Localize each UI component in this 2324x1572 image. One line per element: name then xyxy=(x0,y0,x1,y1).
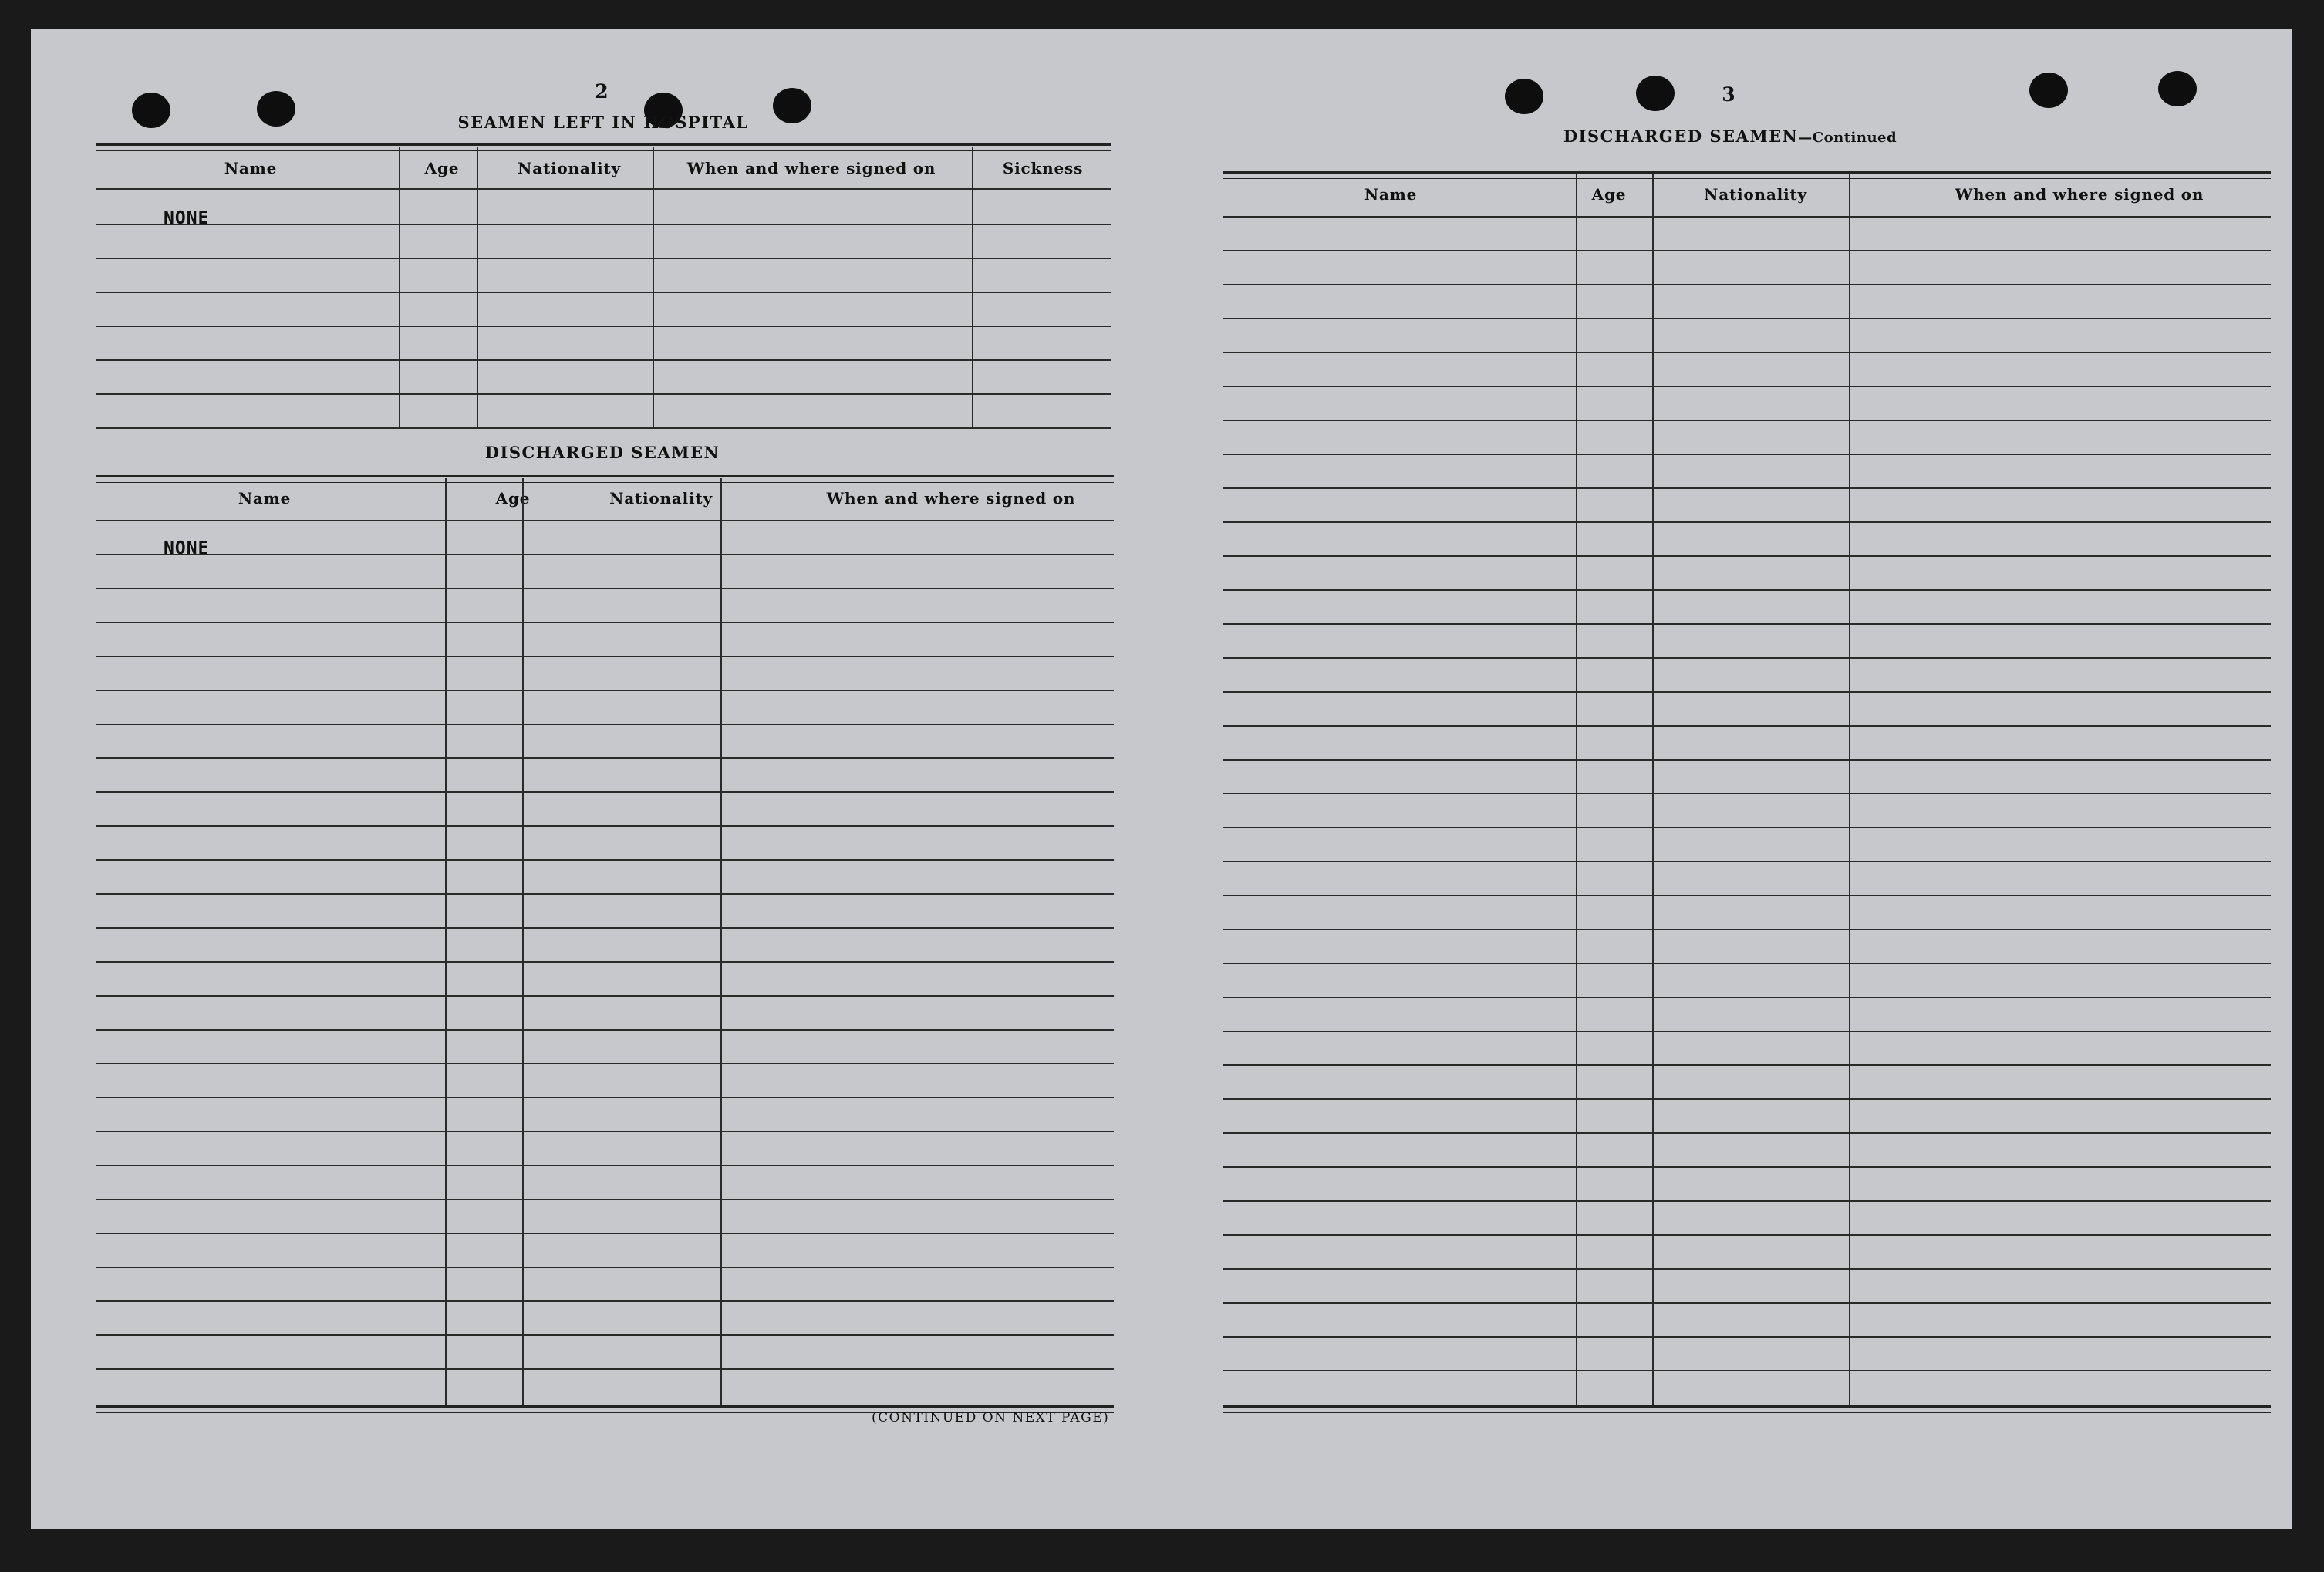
row-rule xyxy=(1223,1234,2271,1236)
row-rule xyxy=(96,359,1111,361)
row-rule xyxy=(1223,216,2271,218)
column-header-age: Age xyxy=(1591,185,1627,204)
column-divider xyxy=(1849,174,1850,1407)
row-rule xyxy=(96,1267,1114,1268)
entry-none: NONE xyxy=(164,538,210,558)
row-rule xyxy=(1223,1336,2271,1338)
column-header-nationality: Nationality xyxy=(518,159,621,177)
row-rule xyxy=(1223,555,2271,557)
column-divider xyxy=(1576,174,1577,1407)
column-header-name: Name xyxy=(1364,185,1418,204)
row-rule xyxy=(96,224,1111,225)
row-rule xyxy=(1223,691,2271,693)
section-title-discharged-continued xyxy=(1563,127,1897,146)
row-rule xyxy=(96,893,1114,895)
row-rule xyxy=(1223,454,2271,455)
row-rule xyxy=(96,791,1114,793)
row-rule xyxy=(96,1097,1114,1098)
column-header-signed-on: When and where signed on xyxy=(686,159,936,177)
row-rule xyxy=(1223,318,2271,319)
column-header-nationality: Nationality xyxy=(609,489,713,508)
discharged-table xyxy=(96,475,1114,1455)
row-rule xyxy=(96,427,1111,429)
column-header-sickness: Sickness xyxy=(1002,159,1084,177)
punch-hole xyxy=(257,91,295,127)
row-rule xyxy=(96,393,1111,395)
row-rule xyxy=(96,1063,1114,1064)
row-rule xyxy=(1223,827,2271,828)
column-divider xyxy=(1652,174,1654,1407)
hospital-table xyxy=(96,143,1111,461)
table-top-rule xyxy=(1223,171,2271,179)
row-rule xyxy=(1223,250,2271,251)
row-rule xyxy=(96,825,1114,827)
row-rule xyxy=(96,188,1111,190)
row-rule xyxy=(1223,1132,2271,1134)
row-rule xyxy=(1223,895,2271,896)
row-rule xyxy=(1223,793,2271,794)
column-header-name: Name xyxy=(238,489,292,508)
discharged-continued-table xyxy=(1223,171,2271,1455)
row-rule xyxy=(96,1165,1114,1166)
row-rule xyxy=(96,724,1114,725)
row-rule xyxy=(1223,997,2271,998)
document-spread xyxy=(31,29,2292,1529)
row-rule xyxy=(96,554,1114,555)
row-rule xyxy=(1223,963,2271,964)
row-rule xyxy=(96,1029,1114,1031)
row-rule xyxy=(96,1368,1114,1370)
punch-hole xyxy=(132,93,170,128)
row-rule xyxy=(1223,284,2271,285)
row-rule xyxy=(96,690,1114,691)
row-rule xyxy=(1223,725,2271,727)
row-rule xyxy=(96,326,1111,327)
table-bottom-rule xyxy=(1223,1405,2271,1413)
row-rule xyxy=(1223,1370,2271,1371)
row-rule xyxy=(1223,623,2271,625)
column-header-signed-on: When and where signed on xyxy=(1955,185,2204,204)
row-rule xyxy=(96,258,1111,259)
section-title-text: DISCHARGED SEAMEN xyxy=(1563,127,1799,146)
row-rule xyxy=(1223,1200,2271,1202)
row-rule xyxy=(96,1131,1114,1132)
punch-hole xyxy=(2029,73,2068,108)
row-rule xyxy=(96,292,1111,293)
column-header-name: Name xyxy=(224,159,278,177)
row-rule xyxy=(96,520,1114,521)
row-rule xyxy=(1223,1166,2271,1168)
row-rule xyxy=(1223,1268,2271,1270)
column-header-age: Age xyxy=(495,489,531,508)
punch-hole xyxy=(1636,76,1675,111)
row-rule xyxy=(96,995,1114,997)
page-number: 2 xyxy=(595,80,609,103)
row-rule xyxy=(96,1300,1114,1302)
page-number: 3 xyxy=(1722,83,1735,106)
row-rule xyxy=(1223,352,2271,353)
section-title-hospital: SEAMEN LEFT IN HOSPITAL xyxy=(457,113,749,132)
row-rule xyxy=(1223,759,2271,761)
row-rule xyxy=(1223,521,2271,523)
table-top-rule xyxy=(96,475,1114,483)
column-header-age: Age xyxy=(424,159,460,177)
row-rule xyxy=(1223,1302,2271,1304)
row-rule xyxy=(96,927,1114,929)
table-top-rule xyxy=(96,143,1111,151)
row-rule xyxy=(1223,929,2271,930)
entry-none: NONE xyxy=(164,208,210,228)
row-rule xyxy=(1223,1064,2271,1066)
row-rule xyxy=(96,1334,1114,1336)
row-rule xyxy=(1223,386,2271,387)
section-title-discharged: DISCHARGED SEAMEN xyxy=(484,443,720,462)
row-rule xyxy=(96,656,1114,657)
row-rule xyxy=(1223,861,2271,862)
section-title-suffix: —Continued xyxy=(1798,130,1897,146)
column-header-signed-on: When and where signed on xyxy=(826,489,1076,508)
row-rule xyxy=(1223,1031,2271,1032)
punch-hole xyxy=(1505,79,1543,114)
row-rule xyxy=(1223,1098,2271,1100)
punch-hole xyxy=(2158,71,2197,106)
row-rule xyxy=(96,1233,1114,1234)
column-header-nationality: Nationality xyxy=(1704,185,1807,204)
row-rule xyxy=(96,859,1114,861)
row-rule xyxy=(1223,487,2271,489)
row-rule xyxy=(1223,589,2271,591)
punch-hole xyxy=(773,88,811,123)
row-rule xyxy=(1223,420,2271,421)
row-rule xyxy=(96,1199,1114,1200)
row-rule xyxy=(96,588,1114,589)
row-rule xyxy=(96,757,1114,759)
row-rule xyxy=(96,622,1114,623)
row-rule xyxy=(96,961,1114,963)
row-rule xyxy=(1223,657,2271,659)
continued-note: (CONTINUED ON NEXT PAGE) xyxy=(872,1410,1110,1425)
